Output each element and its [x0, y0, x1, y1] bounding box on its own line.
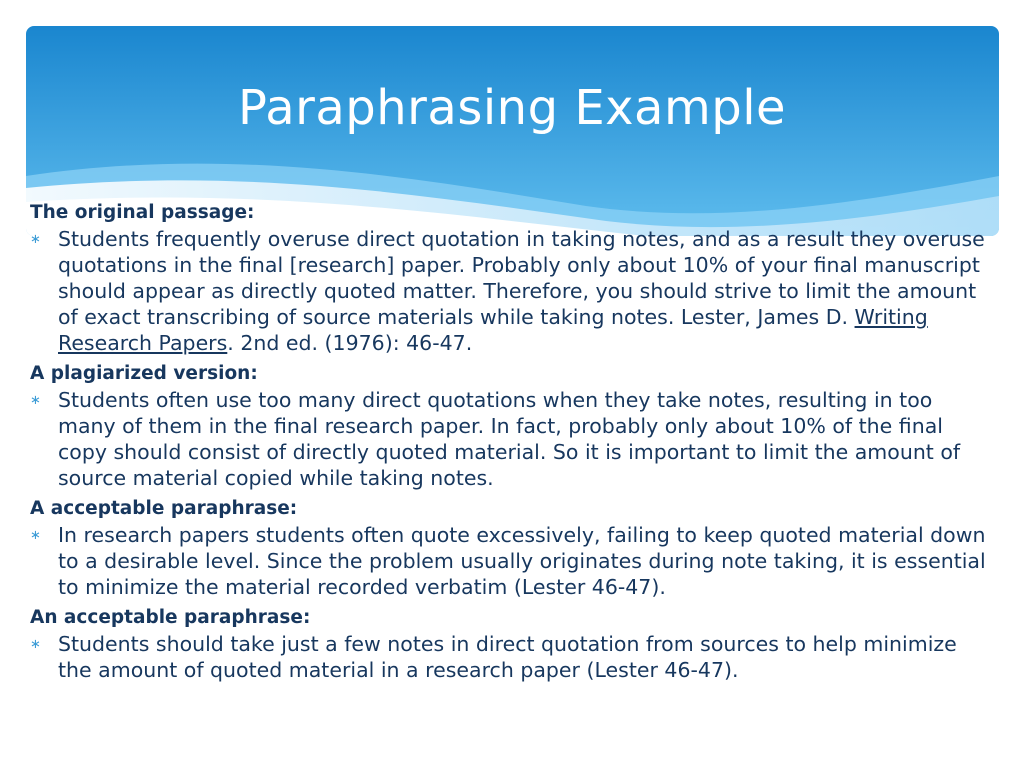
original-passage-item: [30, 226, 990, 356]
plagiarized-version-item: [30, 387, 990, 491]
acceptable-paraphrase-text-2: Students should take just a few notes in direct quotation from sources to help minimize the amount of quoted material in a research paper (Lester 46-47).: [58, 632, 957, 682]
section-heading-acceptable-2: An acceptable paraphrase:: [30, 607, 311, 628]
original-citation-text: . 2nd ed. (1976): 46-47.: [227, 331, 473, 355]
bullet-icon: ∗: [30, 393, 41, 408]
section-heading-acceptable-1: A acceptable paraphrase:: [30, 498, 298, 519]
slide-title: Paraphrasing Example: [237, 80, 787, 136]
bullet-icon: ∗: [30, 528, 41, 543]
original-passage-text: Students frequently overuse direct quotation in taking notes, and as a result they overuse quotations in the final [research] paper. Probably only about 10% of your final manuscript should appear as directly quoted matter. Therefore, you should strive to limit the amount of exact transcribing of source materials while taking notes. Lester, James D.: [58, 227, 985, 329]
acceptable-paraphrase-text-1: In research papers students often quote excessively, failing to keep quoted material down to a desirable level. Since the problem usually originates during note taking, it is essential to minimize the material recorded verbatim (Lester 46-47).: [58, 523, 986, 599]
slide-content: [30, 200, 990, 683]
source-title-link: Writing Research Papers: [58, 305, 928, 355]
bullet-icon: ∗: [30, 637, 41, 652]
section-heading-plagiarized: A plagiarized version:: [30, 363, 258, 384]
acceptable-paraphrase-item-1: [30, 522, 990, 600]
bullet-icon: ∗: [30, 232, 41, 247]
acceptable-paraphrase-item-2: [30, 631, 990, 683]
section-heading-original: The original passage:: [30, 202, 255, 223]
plagiarized-version-text: Students often use too many direct quotations when they take notes, resulting in too many of them in the final research paper. In fact, probably only about 10% of the final copy should consist of directly quoted material. So it is important to limit the amount of source material copied while taking notes.: [58, 388, 961, 490]
